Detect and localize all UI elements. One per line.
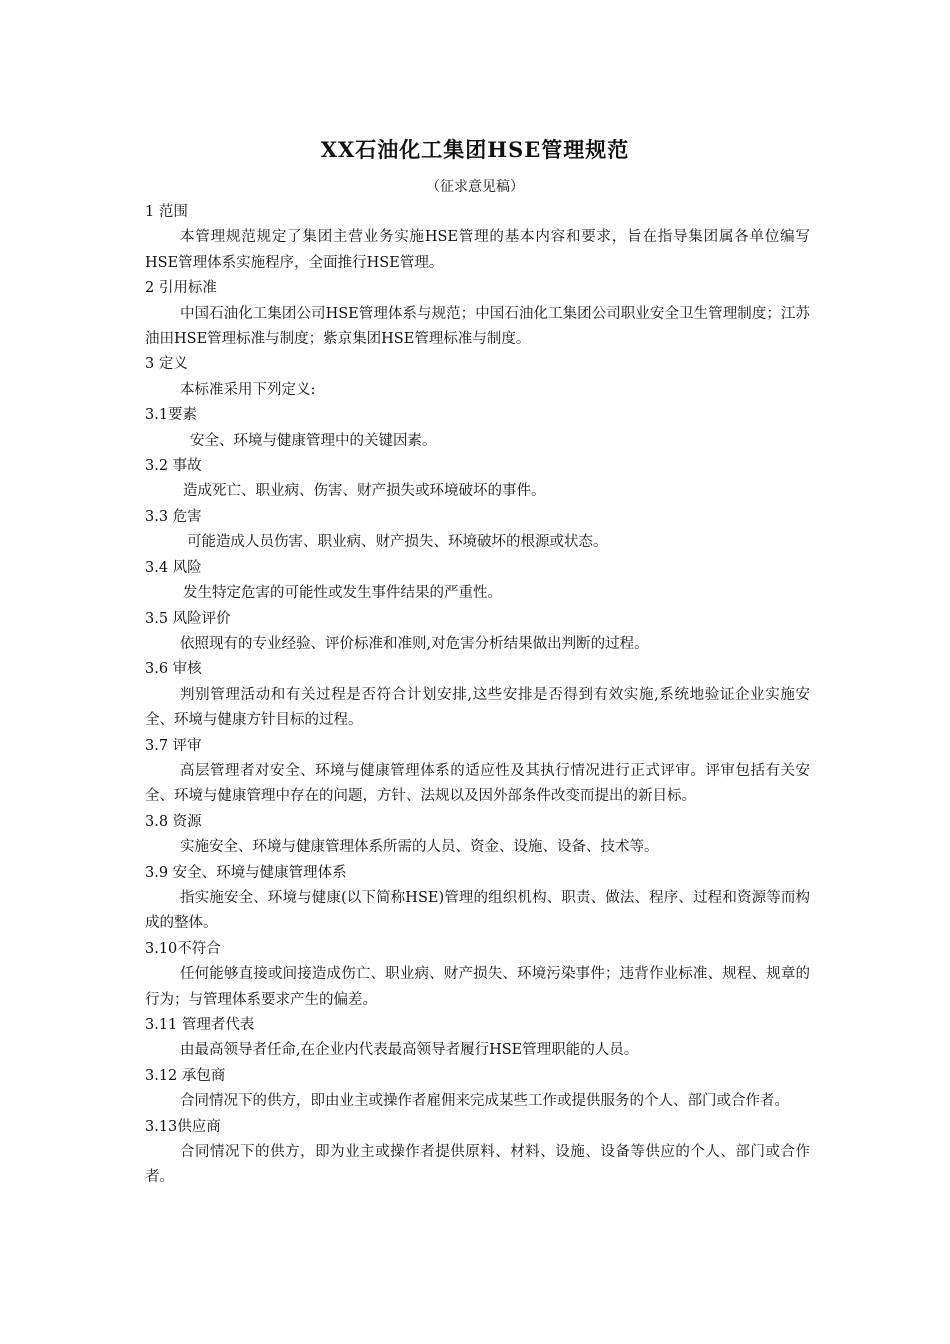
definition-heading: 3.2 事故 [145,458,202,475]
definition-text: 安全、环境与健康管理中的关键因素。 [190,432,437,449]
definition-text: 合同情况下的供方，即由业主或操作者雇佣来完成某些工作或提供服务的个人、部门或合作者。 [180,1093,789,1110]
section-heading: 3 定义 [145,356,188,373]
definition-heading: 3.8 资源 [145,813,202,830]
section-text: 中国石油化工集团公司HSE管理体系与规范；中国石油化工集团公司职业安全卫生管理制度；江苏油田HSE管理标准与制度；紫京集团HSE管理标准与制度。 [145,305,810,348]
section-heading: 1 范围 [145,204,188,220]
definition-text: 任何能够直接或间接造成伤亡、职业病、财产损失、环境污染事件；违背作业标准、规程、规章的行为；与管理体系要求产生的偏差。 [145,966,810,1008]
section-text: 本标准采用下列定义: [180,381,316,398]
definition-heading: 3.12 承包商 [145,1067,226,1084]
definition-heading: 3.4 风险 [145,559,202,576]
document-title: XX石油化工集团HSE管理规范 [320,137,630,162]
definition-heading: 3.10不符合 [145,940,221,957]
definition-heading: 3.3 危害 [145,508,202,525]
section-heading: 2 引用标准 [145,280,217,297]
definition-heading: 3.7 评审 [145,737,202,754]
document-body [145,200,810,1191]
definition-heading: 3.9 安全、环境与健康管理体系 [145,864,347,881]
definition-text: 高层管理者对安全、环境与健康管理体系的适应性及其执行情况进行正式评审。评审包括有关安全、环境与健康管理中存在的问题，方针、法规以及因外部条件改变而提出的新目标。 [145,762,810,805]
definition-heading: 3.6 审核 [145,661,202,678]
definition-heading: 3.13供应商 [145,1118,221,1135]
definition-text: 实施安全、环境与健康管理体系所需的人员、资金、设施、设备、技术等。 [180,839,659,856]
definition-text: 判别管理活动和有关过程是否符合计划安排,这些安排是否得到有效实施,系统地验证企业实施安全、环境与健康方针目标的过程。 [145,686,810,729]
definition-text: 可能造成人员伤害、职业病、财产损失、环境破坏的根源或状态。 [187,534,608,551]
definition-heading: 3.11 管理者代表 [145,1017,255,1033]
definition-text: 由最高领导者任命,在企业内代表最高领导者履行HSE管理职能的人员。 [180,1042,639,1059]
definition-text: 依照现有的专业经验、评价标准和准则,对危害分析结果做出判断的过程。 [180,635,649,652]
definition-text: 造成死亡、职业病、伤害、财产损失或环境破坏的事件。 [183,483,546,500]
section-text: 本管理规范规定了集团主营业务实施HSE管理的基本内容和要求，旨在指导集团属各单位编写HSE管理体系实施程序，全面推行HSE管理。 [145,229,810,271]
definition-text: 发生特定危害的可能性或发生事件结果的严重性。 [183,585,502,602]
definition-heading: 3.1要素 [145,407,198,424]
definition-text: 合同情况下的供方，即为业主或操作者提供原料、材料、设施、设备等供应的个人、部门或合作者。 [145,1144,810,1186]
definition-text: 指实施安全、环境与健康(以下简称HSE)管理的组织机构、职责、做法、程序、过程和资源等而构成的整体。 [145,889,810,932]
definition-heading: 3.5 风险评价 [145,610,231,627]
document-subtitle: （征求意见稿） [426,179,524,195]
